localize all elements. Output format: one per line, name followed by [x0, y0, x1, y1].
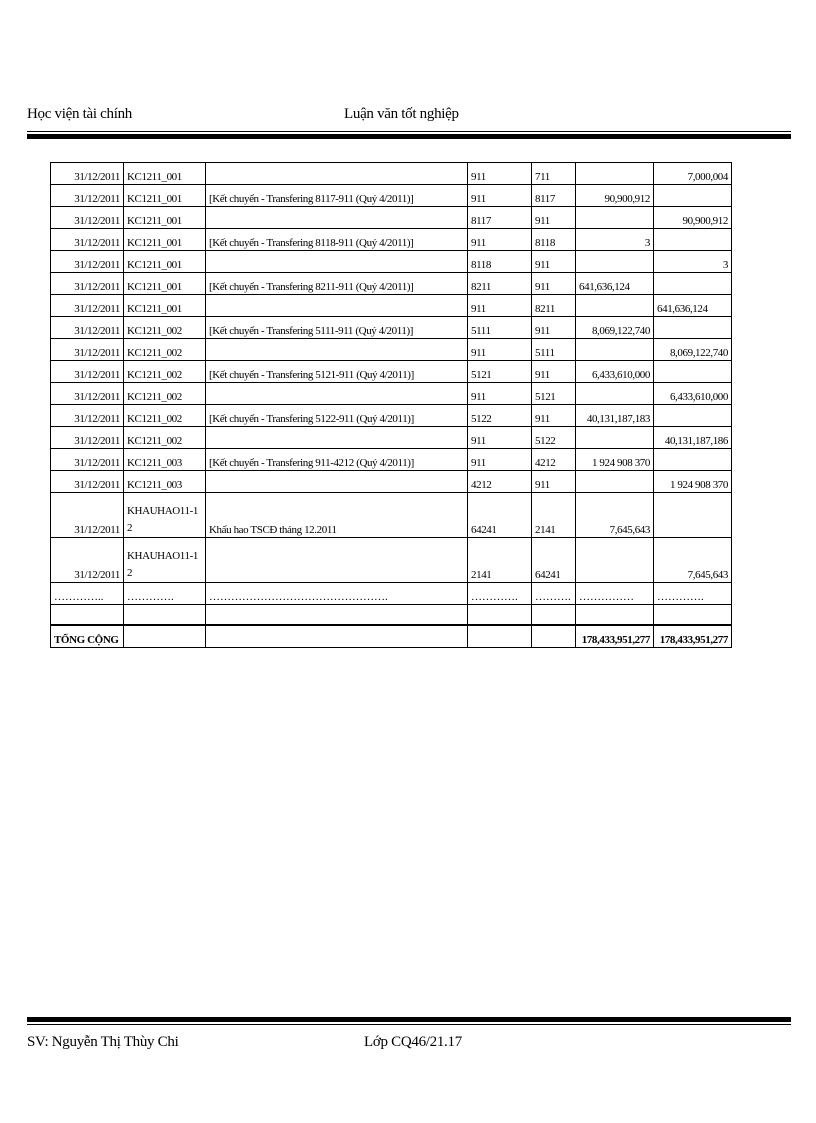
debit-cell	[576, 163, 654, 185]
table-row	[51, 273, 732, 295]
footer-class-code: Lớp CQ46/21.17	[364, 1034, 462, 1050]
date-cell: 31/12/2011	[51, 493, 124, 538]
account-cell: 911	[468, 229, 532, 251]
table-row	[51, 229, 732, 251]
voucher-cell: KC1211_003	[124, 471, 206, 493]
description-cell: [Kết chuyển - Transfering 8211-911 (Quý 4/2011)]	[206, 273, 468, 295]
voucher-cell: KC1211_001	[124, 207, 206, 229]
date-cell: 31/12/2011	[51, 339, 124, 361]
contra-account-cell: 911	[532, 471, 576, 493]
voucher-cell: KC1211_002	[124, 361, 206, 383]
blank-cell	[51, 605, 124, 626]
account-cell: 5111	[468, 317, 532, 339]
table-row	[51, 339, 732, 361]
voucher-cell: KC1211_003	[124, 449, 206, 471]
description-cell: [Kết chuyển - Transfering 5111-911 (Quý 4/2011)]	[206, 317, 468, 339]
account-cell: 911	[468, 339, 532, 361]
footer-rule-thick	[27, 1017, 791, 1022]
account-cell: 5122	[468, 405, 532, 427]
debit-cell: 641,636,124	[576, 273, 654, 295]
date-cell: 31/12/2011	[51, 163, 124, 185]
account-cell: 5121	[468, 361, 532, 383]
table-row	[51, 471, 732, 493]
blank-cell	[206, 605, 468, 626]
footer-rule-thin	[27, 1024, 791, 1025]
debit-cell	[576, 538, 654, 583]
credit-cell: 7,000,004	[654, 163, 732, 185]
blank-cell	[124, 605, 206, 626]
contra-account-cell: 711	[532, 163, 576, 185]
blank-cell	[468, 605, 532, 626]
debit-cell: 3	[576, 229, 654, 251]
voucher-cell: KC1211_002	[124, 339, 206, 361]
account-cell: 8117	[468, 207, 532, 229]
date-cell: 31/12/2011	[51, 229, 124, 251]
table-row	[51, 449, 732, 471]
voucher-cell: KC1211_002	[124, 317, 206, 339]
debit-cell	[576, 471, 654, 493]
table-row	[51, 163, 732, 185]
credit-cell: 641,636,124	[654, 295, 732, 317]
blank-cell	[532, 605, 576, 626]
contra-account-cell: 911	[532, 405, 576, 427]
description-cell: [Kết chuyển - Transfering 8117-911 (Quý 4/2011)]	[206, 185, 468, 207]
blank-row	[51, 605, 732, 626]
table-row	[51, 207, 732, 229]
debit-cell: 90,900,912	[576, 185, 654, 207]
total-empty-cell	[468, 625, 532, 648]
voucher-cell: KC1211_001	[124, 185, 206, 207]
blank-cell	[654, 605, 732, 626]
contra-account-cell: 5111	[532, 339, 576, 361]
account-cell: 4212	[468, 471, 532, 493]
blank-cell	[576, 605, 654, 626]
ellipsis-cell: ………….	[124, 583, 206, 605]
debit-cell	[576, 427, 654, 449]
table-row	[51, 361, 732, 383]
total-empty-cell	[532, 625, 576, 648]
total-label: TỔNG CỘNG	[51, 625, 124, 648]
date-cell: 31/12/2011	[51, 538, 124, 583]
debit-cell: 40,131,187,183	[576, 405, 654, 427]
credit-cell: 3	[654, 251, 732, 273]
account-cell: 911	[468, 295, 532, 317]
header-rule-thin	[27, 131, 791, 132]
ellipsis-cell: ………….	[468, 583, 532, 605]
description-cell	[206, 295, 468, 317]
date-cell: 31/12/2011	[51, 405, 124, 427]
ellipsis-cell: …………..	[51, 583, 124, 605]
credit-cell: 6,433,610,000	[654, 383, 732, 405]
account-cell: 911	[468, 163, 532, 185]
table-row	[51, 383, 732, 405]
voucher-cell: KC1211_001	[124, 163, 206, 185]
description-cell	[206, 251, 468, 273]
contra-account-cell: 4212	[532, 449, 576, 471]
contra-account-cell: 5122	[532, 427, 576, 449]
account-cell: 8211	[468, 273, 532, 295]
ellipsis-cell: ………………………………………….	[206, 583, 468, 605]
account-cell: 64241	[468, 493, 532, 538]
description-cell: [Kết chuyển - Transfering 5122-911 (Quý 4/2011)]	[206, 405, 468, 427]
account-cell: 8118	[468, 251, 532, 273]
ellipsis-cell: ………….	[654, 583, 732, 605]
description-cell	[206, 207, 468, 229]
header-document-title: Luận văn tốt nghiệp	[344, 106, 459, 122]
description-cell: [Kết chuyển - Transfering 5121-911 (Quý 4/2011)]	[206, 361, 468, 383]
table-row	[51, 405, 732, 427]
table-row	[51, 538, 732, 583]
voucher-cell: KC1211_001	[124, 295, 206, 317]
table-row	[51, 493, 732, 538]
description-cell	[206, 538, 468, 583]
date-cell: 31/12/2011	[51, 449, 124, 471]
date-cell: 31/12/2011	[51, 295, 124, 317]
contra-account-cell: 911	[532, 207, 576, 229]
voucher-cell: KC1211_001	[124, 229, 206, 251]
total-empty-cell	[206, 625, 468, 648]
table-row	[51, 317, 732, 339]
contra-account-cell: 5121	[532, 383, 576, 405]
voucher-cell: KC1211_002	[124, 427, 206, 449]
total-empty-cell	[124, 625, 206, 648]
header-rule-thick	[27, 134, 791, 139]
date-cell: 31/12/2011	[51, 471, 124, 493]
credit-cell: 7,645,643	[654, 538, 732, 583]
credit-cell	[654, 273, 732, 295]
description-cell	[206, 339, 468, 361]
description-cell: [Kết chuyển - Transfering 911-4212 (Quý 4/2011)]	[206, 449, 468, 471]
credit-cell	[654, 449, 732, 471]
contra-account-cell: 8118	[532, 229, 576, 251]
contra-account-cell: 8211	[532, 295, 576, 317]
footer-student-name: SV: Nguyễn Thị Thùy Chi	[27, 1034, 179, 1050]
contra-account-cell: 911	[532, 317, 576, 339]
account-cell: 2141	[468, 538, 532, 583]
account-cell: 911	[468, 185, 532, 207]
total-credit: 178,433,951,277	[654, 625, 732, 648]
voucher-cell: KHAUHAO11-12	[124, 493, 206, 538]
debit-cell: 1 924 908 370	[576, 449, 654, 471]
date-cell: 31/12/2011	[51, 427, 124, 449]
header-institution: Học viện tài chính	[27, 106, 132, 122]
voucher-cell: KC1211_001	[124, 273, 206, 295]
description-cell	[206, 471, 468, 493]
debit-cell: 6,433,610,000	[576, 361, 654, 383]
date-cell: 31/12/2011	[51, 251, 124, 273]
debit-cell	[576, 295, 654, 317]
table-row	[51, 295, 732, 317]
credit-cell	[654, 405, 732, 427]
ellipsis-cell: ……….	[532, 583, 576, 605]
ledger-table	[50, 162, 732, 648]
credit-cell	[654, 361, 732, 383]
total-debit: 178,433,951,277	[576, 625, 654, 648]
voucher-cell: KC1211_001	[124, 251, 206, 273]
contra-account-cell: 911	[532, 361, 576, 383]
date-cell: 31/12/2011	[51, 383, 124, 405]
credit-cell: 40,131,187,186	[654, 427, 732, 449]
description-cell	[206, 383, 468, 405]
table-row	[51, 427, 732, 449]
credit-cell: 1 924 908 370	[654, 471, 732, 493]
description-cell: [Kết chuyển - Transfering 8118-911 (Quý 4/2011)]	[206, 229, 468, 251]
date-cell: 31/12/2011	[51, 207, 124, 229]
credit-cell	[654, 317, 732, 339]
credit-cell	[654, 185, 732, 207]
contra-account-cell: 2141	[532, 493, 576, 538]
debit-cell	[576, 251, 654, 273]
credit-cell	[654, 493, 732, 538]
debit-cell	[576, 383, 654, 405]
debit-cell	[576, 339, 654, 361]
description-cell	[206, 427, 468, 449]
ellipsis-row	[51, 583, 732, 605]
credit-cell: 8,069,122,740	[654, 339, 732, 361]
voucher-cell: KC1211_002	[124, 383, 206, 405]
total-row	[51, 625, 732, 648]
account-cell: 911	[468, 427, 532, 449]
date-cell: 31/12/2011	[51, 361, 124, 383]
credit-cell	[654, 229, 732, 251]
ellipsis-cell: ……………	[576, 583, 654, 605]
debit-cell: 8,069,122,740	[576, 317, 654, 339]
debit-cell	[576, 207, 654, 229]
account-cell: 911	[468, 383, 532, 405]
debit-cell: 7,645,643	[576, 493, 654, 538]
voucher-cell: KHAUHAO11-12	[124, 538, 206, 583]
account-cell: 911	[468, 449, 532, 471]
credit-cell: 90,900,912	[654, 207, 732, 229]
voucher-cell: KC1211_002	[124, 405, 206, 427]
table-row	[51, 185, 732, 207]
description-cell: Khấu hao TSCĐ tháng 12.2011	[206, 493, 468, 538]
contra-account-cell: 8117	[532, 185, 576, 207]
date-cell: 31/12/2011	[51, 317, 124, 339]
description-cell	[206, 163, 468, 185]
contra-account-cell: 911	[532, 251, 576, 273]
contra-account-cell: 64241	[532, 538, 576, 583]
contra-account-cell: 911	[532, 273, 576, 295]
date-cell: 31/12/2011	[51, 273, 124, 295]
date-cell: 31/12/2011	[51, 185, 124, 207]
table-row	[51, 251, 732, 273]
